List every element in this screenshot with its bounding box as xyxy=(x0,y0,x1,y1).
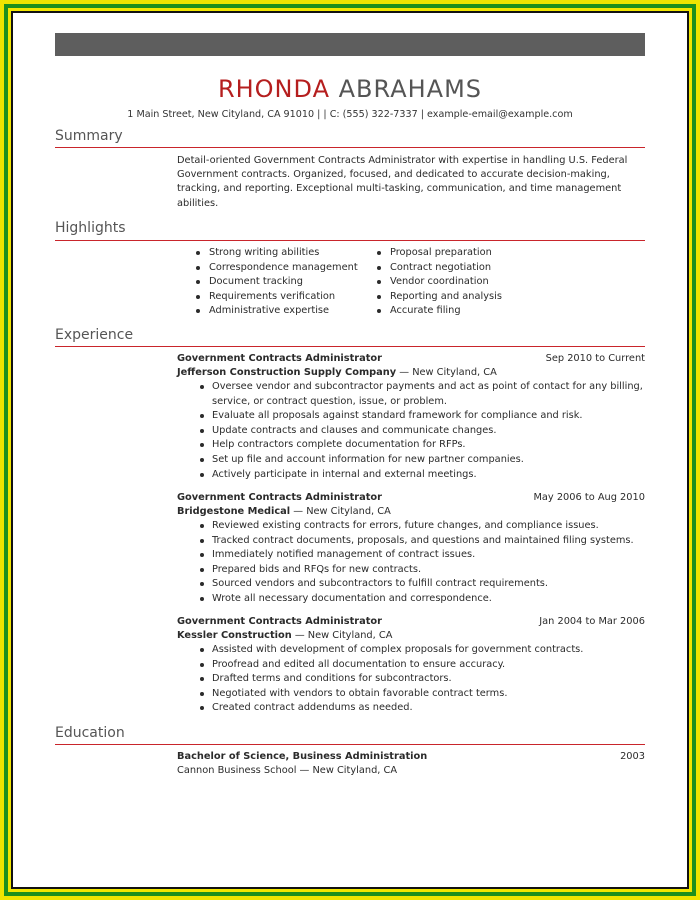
section-title-highlights: Highlights xyxy=(55,220,126,236)
list-item: Help contractors complete documentation for RFPs. xyxy=(177,438,645,453)
location-separator: — xyxy=(299,765,313,776)
list-item: Document tracking xyxy=(193,275,358,290)
list-item: Set up file and account information for new partner companies. xyxy=(177,453,645,468)
job-duties xyxy=(177,643,645,716)
job-title: Government Contracts Administrator xyxy=(177,353,382,364)
candidate-name xyxy=(13,75,687,103)
section-title-experience: Experience xyxy=(55,327,134,343)
list-item: Reporting and analysis xyxy=(374,290,502,305)
list-item: Negotiated with vendors to obtain favorable contract terms. xyxy=(177,687,645,702)
list-item: Sourced vendors and subcontractors to fulfill contract requirements. xyxy=(177,577,645,592)
degree: Bachelor of Science, Business Administration xyxy=(177,751,428,762)
list-item: Correspondence management xyxy=(193,261,358,276)
location-separator: — xyxy=(294,630,308,641)
job-title: Government Contracts Administrator xyxy=(177,492,382,503)
job-duties xyxy=(177,380,645,482)
header-bar xyxy=(55,33,645,56)
list-item: Tracked contract documents, proposals, and questions and maintained filing systems. xyxy=(177,534,645,549)
list-item: Created contract addendums as needed. xyxy=(177,701,645,716)
contact-line: 1 Main Street, New Cityland, CA 91010 | | C: (555) 322-7337 | example-email@example.com xyxy=(127,109,573,120)
school-name: Cannon Business School xyxy=(177,765,297,776)
list-item: Oversee vendor and subcontractor payments and act as point of contact for any billing, service, or contract question, issue, or problem. xyxy=(177,380,645,409)
highlights-right-list xyxy=(374,246,502,319)
company-location: New Cityland, CA xyxy=(306,506,391,517)
experience-rule xyxy=(55,346,645,347)
list-item: Vendor coordination xyxy=(374,275,502,290)
job-dates: Sep 2010 to Current xyxy=(545,353,645,364)
list-item: Administrative expertise xyxy=(193,304,358,319)
job-duties xyxy=(177,519,645,607)
list-item: Prepared bids and RFQs for new contracts. xyxy=(177,563,645,578)
list-item: Proposal preparation xyxy=(374,246,502,261)
job-dates: May 2006 to Aug 2010 xyxy=(533,492,645,503)
list-item: Requirements verification xyxy=(193,290,358,305)
list-item: Evaluate all proposals against standard framework for compliance and risk. xyxy=(177,409,645,424)
location-separator: — xyxy=(293,506,307,517)
list-item: Drafted terms and conditions for subcontractors. xyxy=(177,672,645,687)
job-dates: Jan 2004 to Mar 2006 xyxy=(539,616,645,627)
job-title: Government Contracts Administrator xyxy=(177,616,382,627)
company-location: New Cityland, CA xyxy=(412,367,497,378)
job-entry-1 xyxy=(177,352,645,482)
list-item: Reviewed existing contracts for errors, future changes, and compliance issues. xyxy=(177,519,645,534)
section-title-education: Education xyxy=(55,725,125,741)
graduation-year: 2003 xyxy=(620,751,645,762)
company-name: Jefferson Construction Supply Company xyxy=(177,367,397,378)
education-rule xyxy=(55,744,645,745)
job-entry-3 xyxy=(177,615,645,716)
location-separator: — xyxy=(399,367,413,378)
company-name: Bridgestone Medical xyxy=(177,506,291,517)
summary-rule xyxy=(55,147,645,148)
first-name: RHONDA xyxy=(217,75,330,103)
list-item: Assisted with development of complex proposals for government contracts. xyxy=(177,643,645,658)
list-item: Strong writing abilities xyxy=(193,246,358,261)
school-location: New Cityland, CA xyxy=(312,765,398,776)
summary-text: Detail-oriented Government Contracts Administrator with expertise in handling U.S. Federal Government contracts. Organized, focused, and dedicated to accurate decision-making, tracking, and reporting. Exceptional multi-tasking, communication, and time management abilities. xyxy=(177,155,628,209)
resume-page xyxy=(11,11,689,889)
list-item: Update contracts and clauses and communicate changes. xyxy=(177,424,645,439)
highlights-rule xyxy=(55,240,645,241)
job-entry-2 xyxy=(177,491,645,607)
last-name: ABRAHAMS xyxy=(338,75,483,103)
list-item: Actively participate in internal and external meetings. xyxy=(177,468,645,483)
company-name: Kessler Construction xyxy=(177,630,292,641)
education-entry xyxy=(177,750,645,778)
company-location: New Cityland, CA xyxy=(307,630,393,641)
list-item: Proofread and edited all documentation to ensure accuracy. xyxy=(177,658,645,673)
highlights-left-list xyxy=(193,246,358,319)
list-item: Accurate filing xyxy=(374,304,502,319)
list-item: Contract negotiation xyxy=(374,261,502,276)
section-title-summary: Summary xyxy=(55,128,123,144)
list-item: Wrote all necessary documentation and correspondence. xyxy=(177,592,645,607)
list-item: Immediately notified management of contract issues. xyxy=(177,548,645,563)
